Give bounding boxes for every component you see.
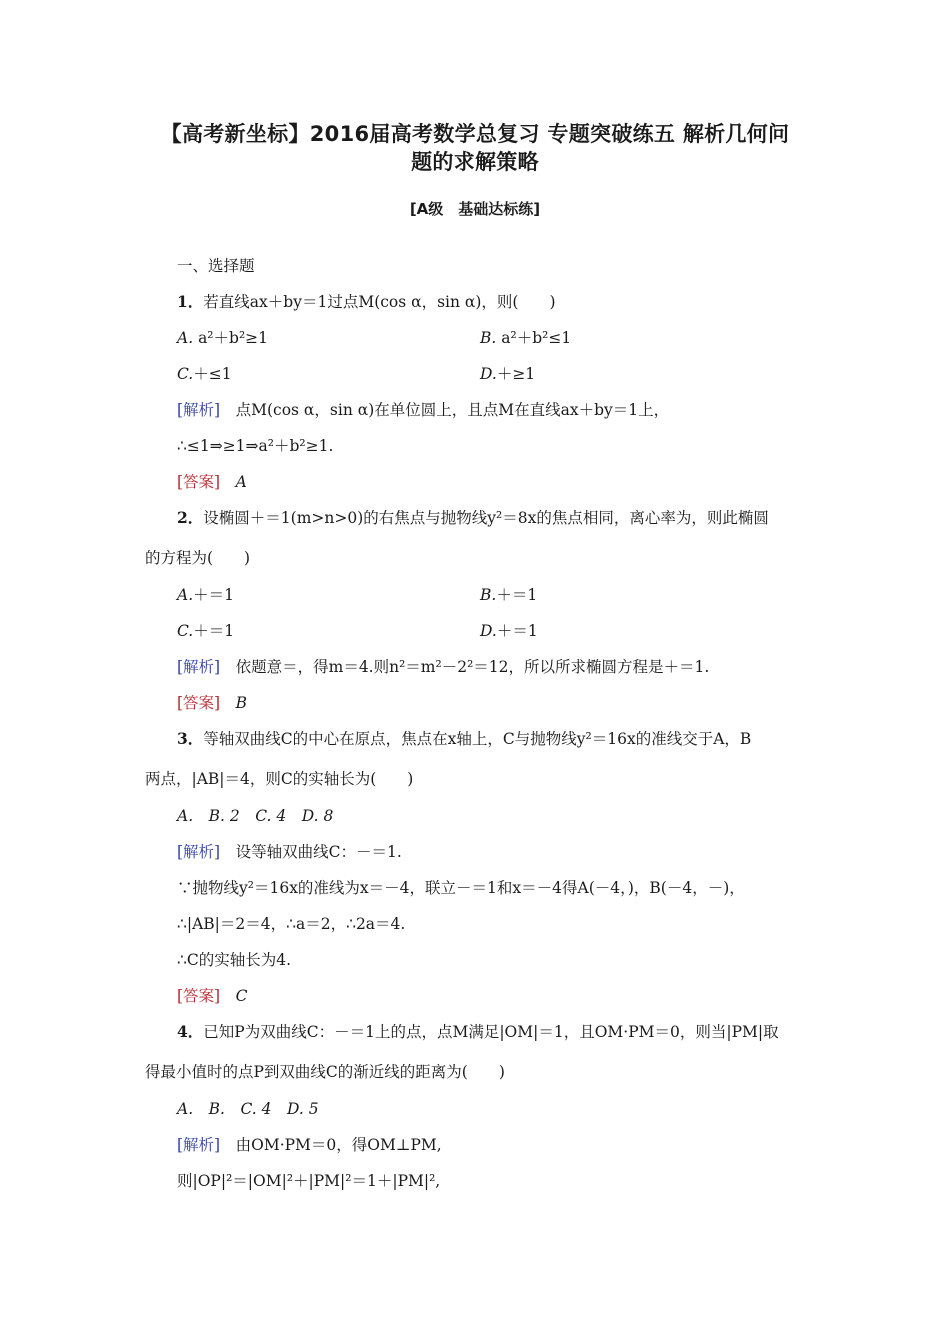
q1-d-text: ＋≥1: [496, 365, 536, 383]
q4-analysis: [177, 1134, 442, 1156]
title-line-2: 题的求解策略: [411, 150, 539, 174]
q1-option-d: [480, 363, 535, 385]
level-heading: [A级 基础达标练]: [409, 200, 541, 218]
q1-stem-text: 若直线ax＋by＝1过点M(cos α，sin α)，则( ): [203, 293, 556, 311]
q3-analysis-text-1: 设等轴双曲线C：－＝1.: [235, 843, 402, 861]
q1-option-a: [177, 327, 268, 349]
analysis-label: [解析]: [177, 1136, 221, 1154]
q3-number: 3．: [177, 729, 204, 748]
q2-option-d: [480, 620, 538, 642]
q1-option-b: [480, 327, 571, 349]
q1-analysis-text-1: 点M(cos α，sin α)在单位圆上，且点M在直线ax＋by＝1上，: [235, 401, 670, 419]
q1-b-letter: B.: [480, 329, 497, 347]
q4-stem-text-1: 已知P为双曲线C：－＝1上的点，点M满足|OM|＝1，且OM·PM＝0，则当|PM|取: [203, 1023, 779, 1041]
q2-stem-line-1: [177, 507, 769, 529]
q2-stem-text-1: 设椭圆＋＝1(m>n>0)的右焦点与抛物线y²＝8x的焦点相同，离心率为，则此椭圆: [203, 509, 769, 527]
q2-c-text: ＋＝1: [193, 622, 235, 640]
q2-d-text: ＋＝1: [496, 622, 538, 640]
q1-b-text: a²＋b²≤1: [501, 329, 572, 347]
q4-number: 4．: [177, 1022, 204, 1041]
q2-a-text: ＋＝1: [193, 586, 234, 604]
q1-stem: [177, 291, 556, 313]
q3-answer-value: C: [235, 987, 248, 1005]
q3-answer: [177, 985, 248, 1007]
q4-analysis-line-2: 则|OP|²＝|OM|²＋|PM|²＝1＋|PM|²,: [177, 1172, 441, 1190]
q2-answer: [177, 692, 247, 714]
document-title: [140, 120, 810, 176]
q2-option-a: [177, 584, 234, 606]
q1-d-letter: D.: [480, 365, 497, 383]
analysis-label: [解析]: [177, 843, 221, 861]
q3-stem-text-1: 等轴双曲线C的中心在原点，焦点在x轴上，C与抛物线y²＝16x的准线交于A，B: [203, 730, 752, 748]
q4-options: A. B. C. 4 D. 5: [177, 1100, 319, 1118]
q1-analysis-line-2: ∴≤1⇒≥1⇒a²＋b²≥1.: [177, 437, 334, 455]
q1-number: 1．: [177, 292, 204, 311]
q3-analysis-line-3: ∴|AB|＝2＝4，∴a＝2，∴2a＝4.: [177, 915, 406, 933]
q1-c-letter: C.: [177, 365, 194, 383]
q4-analysis-text-1: 由OM·PM＝0，得OM⊥PM,: [235, 1136, 442, 1154]
answer-label: [答案]: [177, 987, 221, 1005]
q2-b-letter: B.: [480, 586, 497, 604]
q3-analysis-line-4: ∴C的实轴长为4.: [177, 951, 292, 969]
q2-analysis: [177, 656, 709, 678]
q1-a-letter: A.: [177, 329, 194, 347]
answer-label: [答案]: [177, 473, 221, 491]
answer-label: [答案]: [177, 694, 221, 712]
q3-analysis: [177, 841, 402, 863]
q1-analysis: [177, 399, 669, 421]
q1-a-text: a²＋b²≥1: [198, 329, 269, 347]
q3-stem-line-2: 两点，|AB|＝4，则C的实轴长为( ): [145, 770, 414, 788]
q2-a-letter: A.: [177, 586, 194, 604]
q2-analysis-text: 依题意＝，得m＝4.则n²＝m²－2²＝12，所以所求椭圆方程是＋＝1.: [235, 658, 710, 676]
q2-d-letter: D.: [480, 622, 497, 640]
q3-options: A. B. 2 C. 4 D. 8: [177, 807, 334, 825]
q2-c-letter: C.: [177, 622, 194, 640]
q4-stem-line-2: 得最小值时的点P到双曲线C的渐近线的距离为( ): [145, 1063, 505, 1081]
q2-stem-line-2: 的方程为( ): [145, 549, 251, 567]
q3-stem-line-1: [177, 728, 751, 750]
section-heading: 一、选择题: [177, 257, 255, 275]
q2-b-text: ＋＝1: [496, 586, 538, 604]
title-line-1: 【高考新坐标】2016届高考数学总复习 专题突破练五 解析几何问: [160, 122, 790, 146]
q4-stem-line-1: [177, 1021, 779, 1043]
analysis-label: [解析]: [177, 401, 221, 419]
q1-answer-value: A: [235, 473, 247, 491]
q1-answer: [177, 471, 247, 493]
q3-analysis-line-2: ∵抛物线y²＝16x的准线为x＝－4，联立－＝1和x＝－4得A(－4，)，B(－4，－)，: [177, 879, 745, 897]
q1-c-text: ＋≤1: [193, 365, 232, 383]
q2-option-b: [480, 584, 537, 606]
q2-number: 2．: [177, 508, 204, 527]
q2-option-c: [177, 620, 234, 642]
q2-answer-value: B: [235, 694, 248, 712]
analysis-label: [解析]: [177, 658, 221, 676]
q1-option-c: [177, 363, 232, 385]
